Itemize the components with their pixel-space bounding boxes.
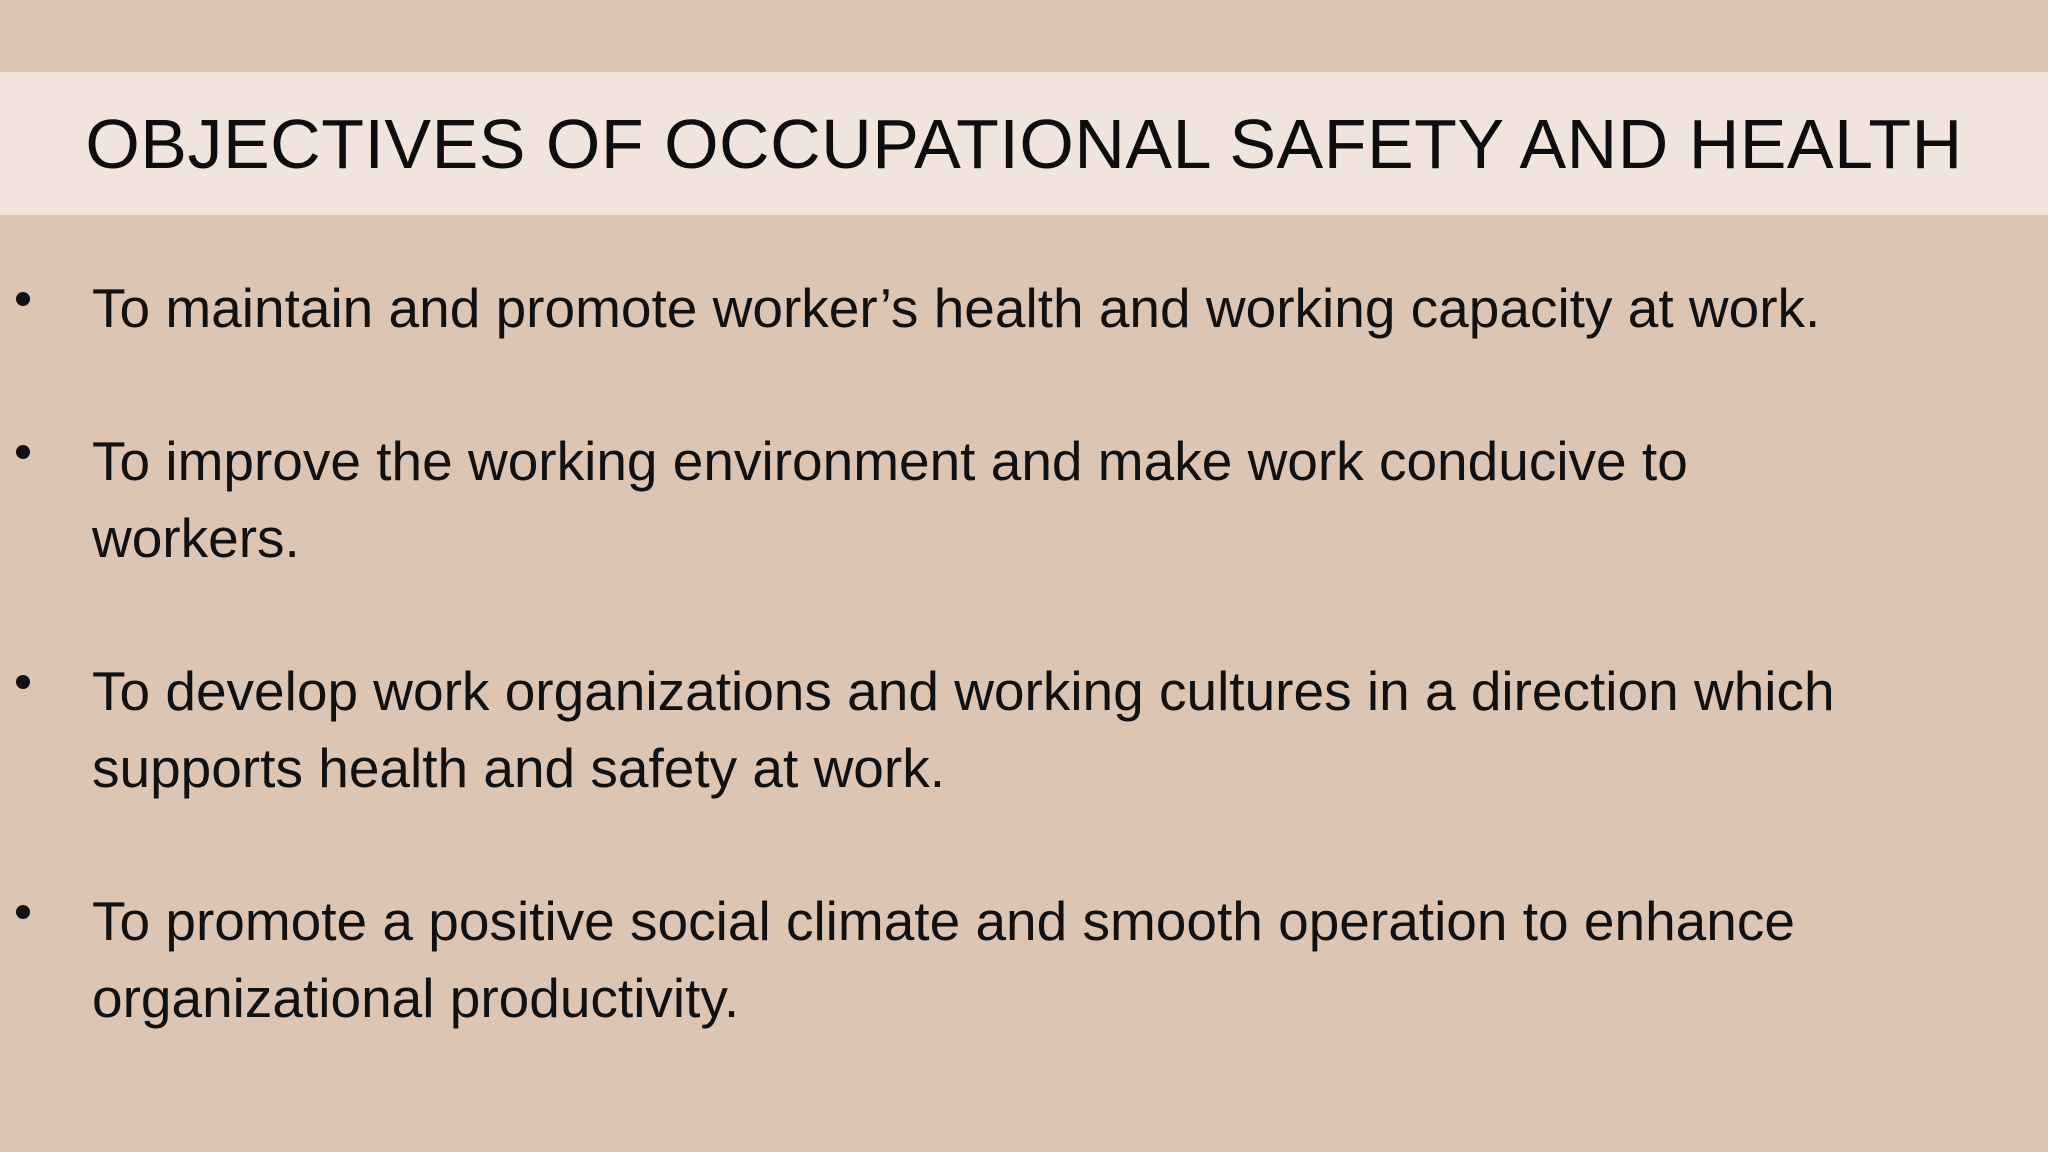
bullet-text: To develop work organizations and working cultures in a direction which supports health and safety at work. xyxy=(92,660,1835,799)
bullet-dot-icon xyxy=(16,292,30,306)
bullet-dot-icon xyxy=(16,445,30,459)
slide-title: OBJECTIVES OF OCCUPATIONAL SAFETY AND HEALTH xyxy=(85,104,1963,183)
title-band xyxy=(0,72,2048,215)
bullet-dot-icon xyxy=(16,675,30,689)
bullet-text: To promote a positive social climate and smooth operation to enhance organizational productivity. xyxy=(92,890,1795,1029)
bullet-text: To maintain and promote worker’s health and working capacity at work. xyxy=(92,277,1821,339)
bullet-dot-icon xyxy=(16,905,30,919)
bullet-text: To improve the working environment and make work conducive to workers. xyxy=(92,430,1688,569)
